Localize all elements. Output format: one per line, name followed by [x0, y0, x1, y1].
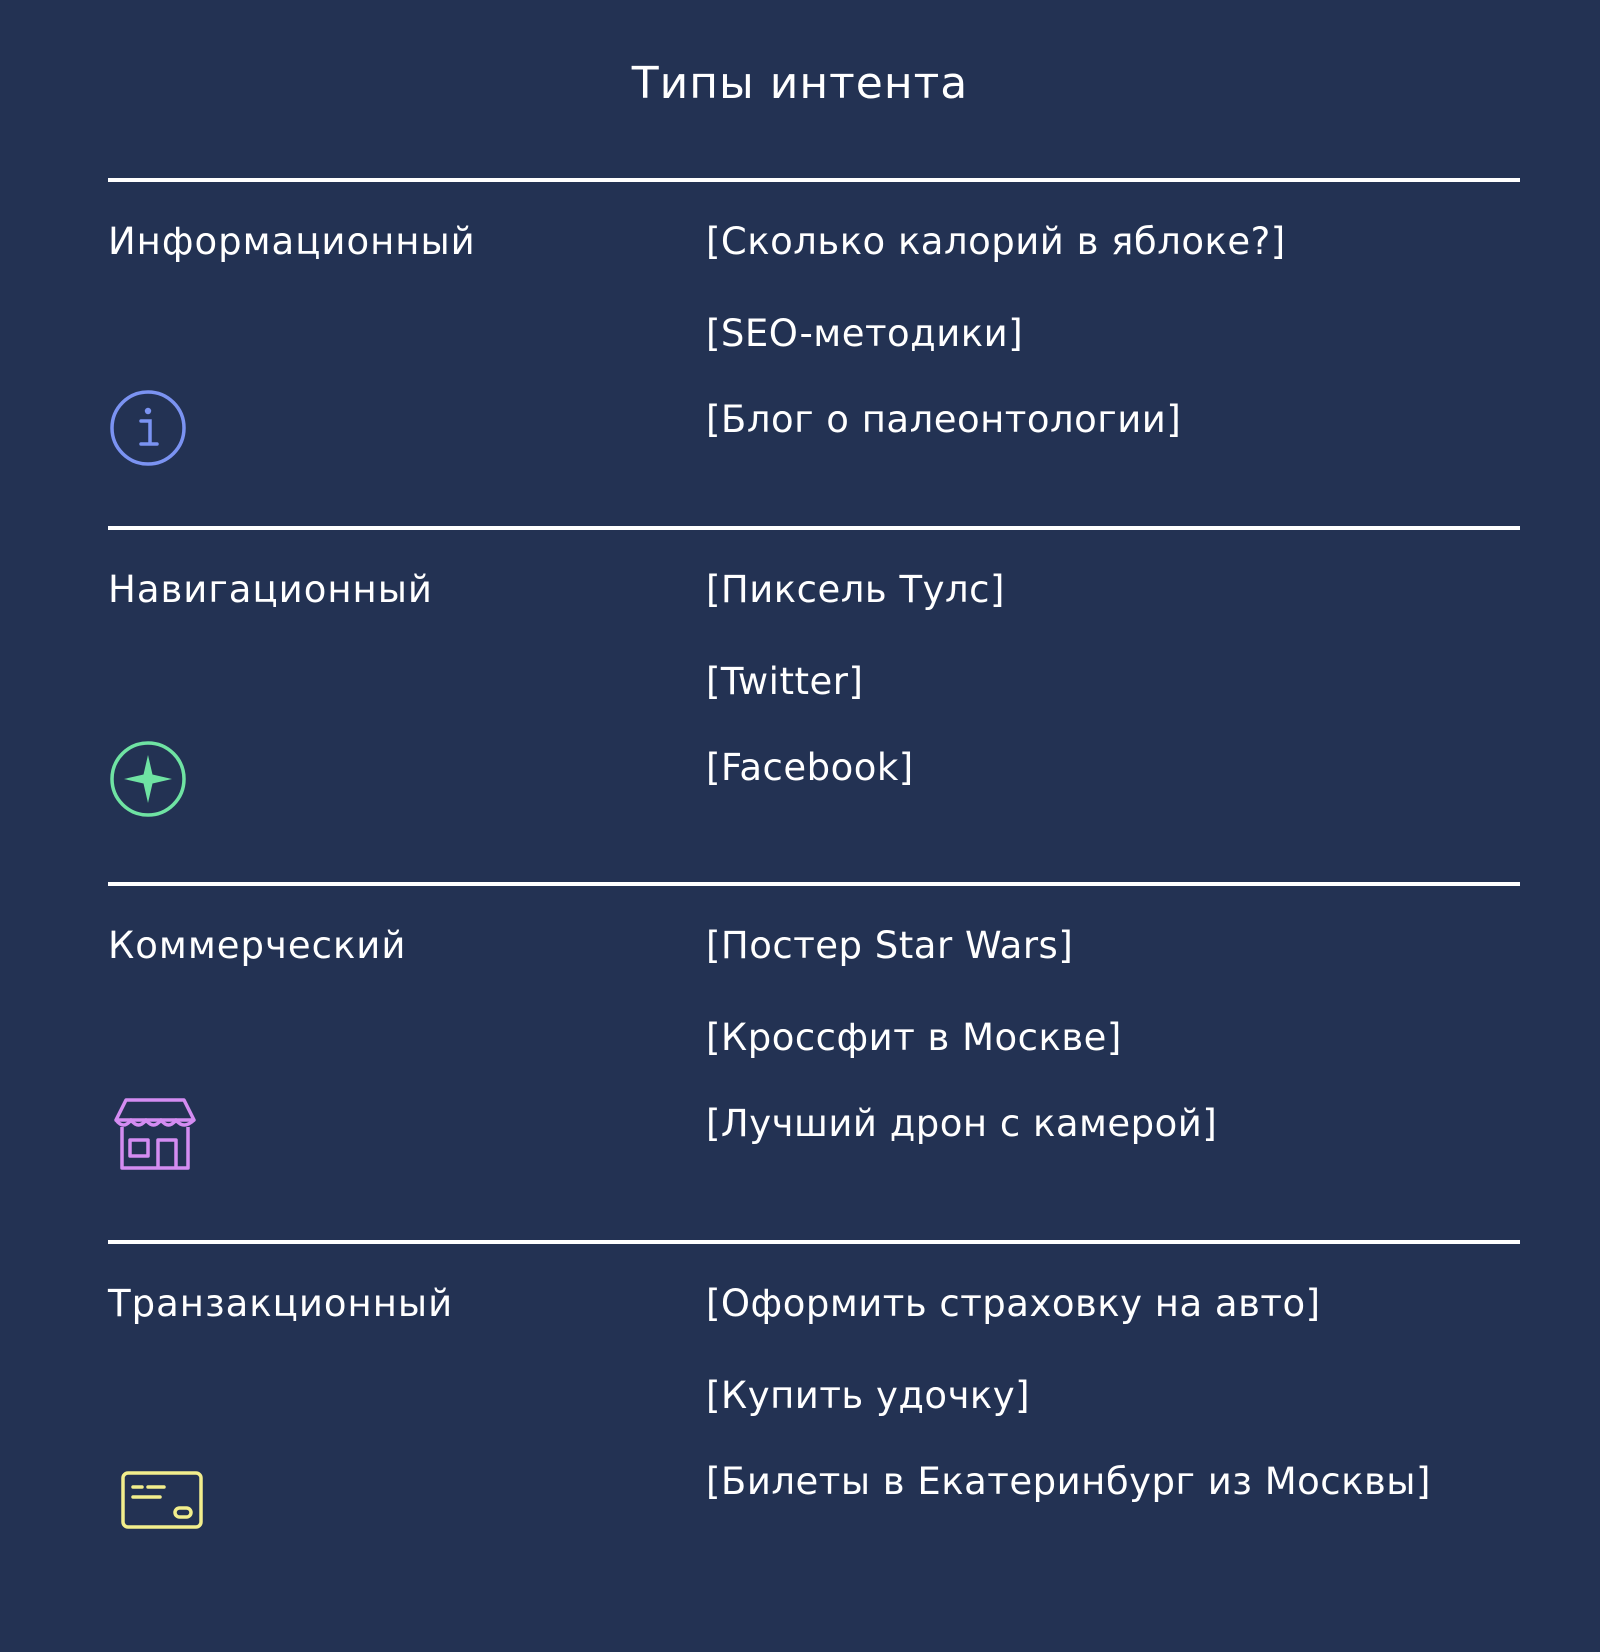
example-query: [Оформить страховку на авто]	[706, 1282, 1321, 1325]
example-query: [Twitter]	[706, 660, 864, 703]
example-query: [Билеты в Екатеринбург из Москвы]	[706, 1460, 1431, 1503]
example-query: [Пиксель Тулс]	[706, 568, 1005, 611]
example-query: [Сколько калорий в яблоке?]	[706, 220, 1286, 263]
intent-label: Транзакционный	[108, 1282, 454, 1325]
intent-label: Навигационный	[108, 568, 433, 611]
section-informational	[0, 180, 1600, 528]
example-query: [Блог о палеонтологии]	[706, 398, 1182, 441]
info-circle-icon	[108, 388, 188, 468]
example-query: [Лучший дрон с камерой]	[706, 1102, 1218, 1145]
intent-label: Коммерческий	[108, 924, 407, 967]
compass-icon	[108, 739, 188, 819]
example-query: [Кроссфит в Москве]	[706, 1016, 1122, 1059]
section-commercial	[0, 884, 1600, 1240]
intent-label: Информационный	[108, 220, 476, 263]
storefront-icon	[112, 1096, 198, 1172]
section-navigational	[0, 528, 1600, 882]
section-transactional	[0, 1242, 1600, 1622]
example-query: [Facebook]	[706, 746, 914, 789]
example-query: [Купить удочку]	[706, 1374, 1031, 1417]
example-query: [SEO-методики]	[706, 312, 1024, 355]
example-query: [Постер Star Wars]	[706, 924, 1074, 967]
credit-card-icon	[120, 1470, 206, 1532]
page-title: Типы интента	[631, 58, 969, 109]
